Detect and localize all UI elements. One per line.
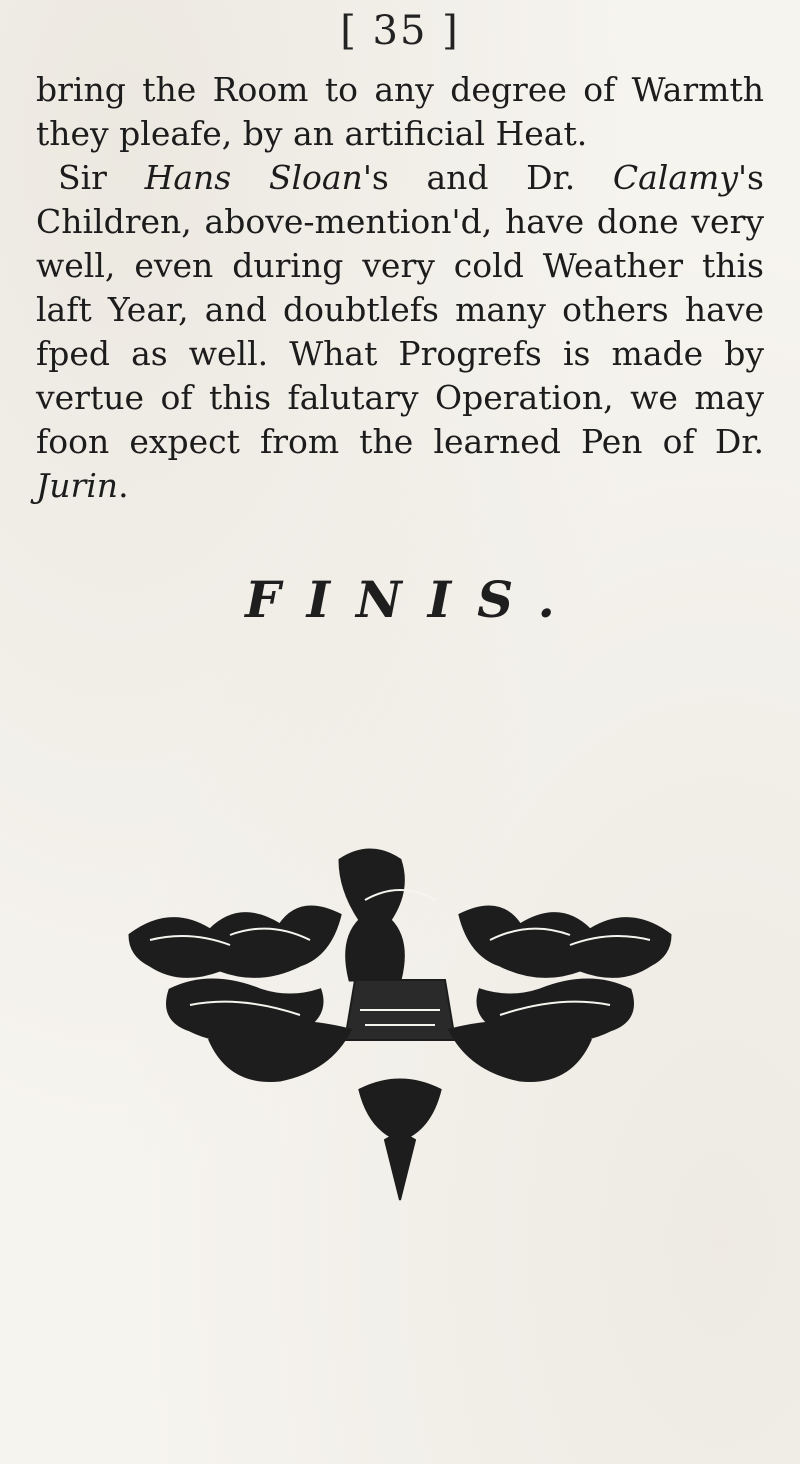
paragraph-1: bring the Room to any degree of Warmth they pleafe, by an artificial Heat. (36, 70, 764, 153)
name-calamy: Calamy (612, 158, 738, 197)
name-jurin: Jurin (36, 466, 119, 505)
finis-heading: FINIS. (245, 570, 581, 629)
paragraph-2-text-1: Sir (58, 158, 145, 197)
paragraph-2-text-3: 's Children, above-mention'd, have done very well, even during very cold Weather this laft Year, and doubtlefs many others have fped as well. What Progrefs is made by vertue of this falutary Operation, we may foon expect from the learned Pen of Dr. (36, 158, 764, 461)
page-number: [ 35 ] (340, 8, 460, 54)
paragraph-2-text-2: 's and Dr. (362, 158, 613, 197)
body-text (36, 68, 764, 508)
name-hans-sloan: Hans Sloan (144, 158, 363, 197)
paragraph-2-text-4: . (118, 466, 129, 505)
decorative-ornament-icon (110, 840, 690, 1210)
paragraph-2 (36, 156, 764, 508)
